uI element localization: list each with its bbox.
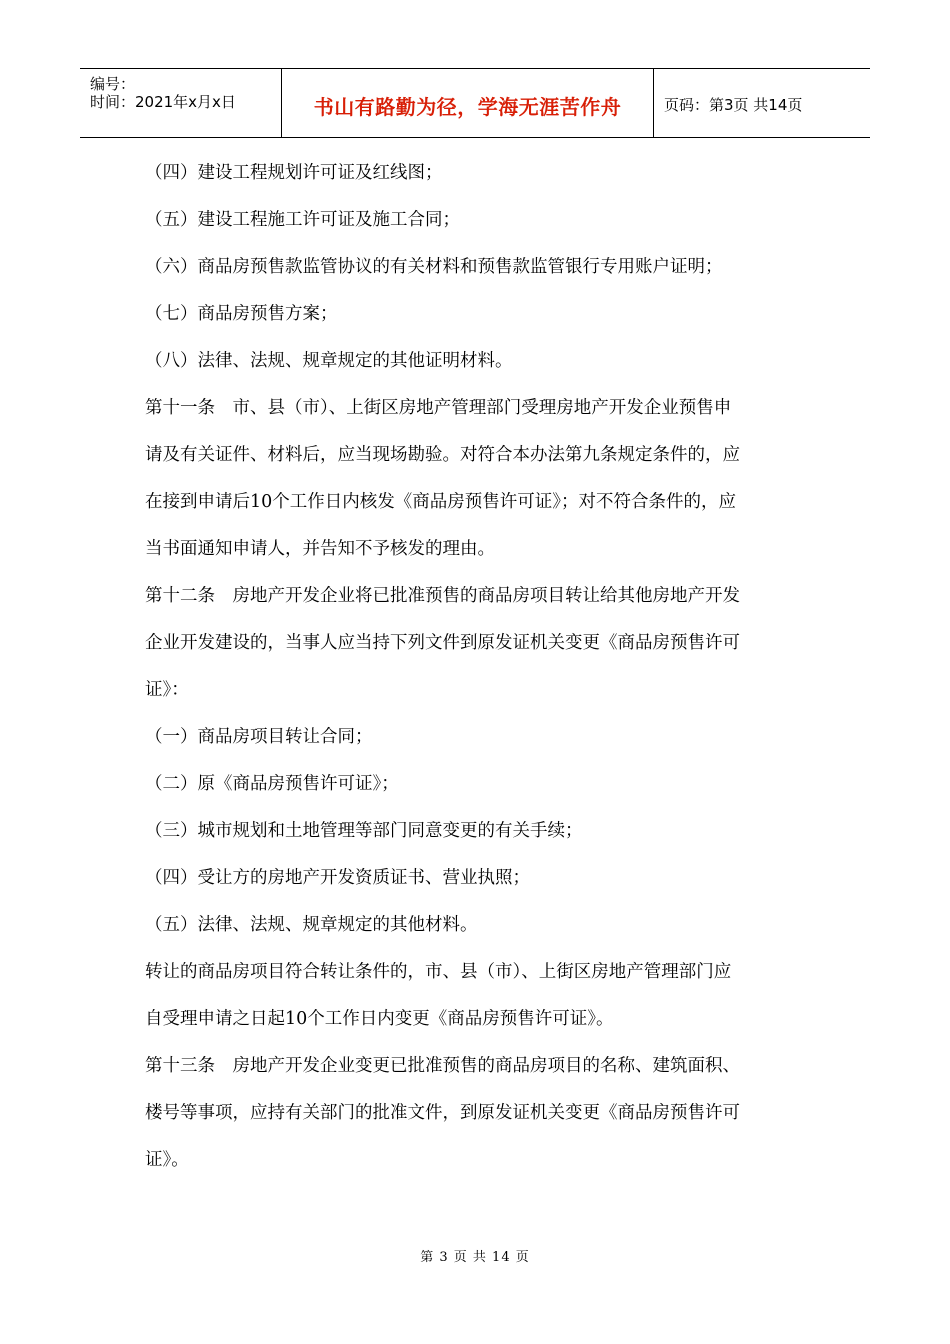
document-body — [145, 150, 810, 1184]
text-line: 楼号等事项，应持有关部门的批准文件，到原发证机关变更《商品房预售许可 — [145, 1103, 740, 1123]
text-line: （四）建设工程规划许可证及红线图； — [145, 163, 443, 183]
text-line: 第十三条 房地产开发企业变更已批准预售的商品房项目的名称、建筑面积、 — [145, 1056, 740, 1076]
text-line: 企业开发建设的，当事人应当持下列文件到原发证机关变更《商品房预售许可 — [145, 633, 740, 653]
text-line: 转让的商品房项目符合转让条件的，市、县（市）、上街区房地产管理部门应 — [145, 962, 732, 982]
text-line: （四）受让方的房地产开发资质证书、营业执照； — [145, 868, 530, 888]
text-line: （五）法律、法规、规章规定的其他材料。 — [145, 915, 478, 935]
page-header — [80, 68, 870, 138]
text-line: （一）商品房项目转让合同； — [145, 727, 373, 747]
header-meta — [80, 69, 280, 137]
text-line: 当书面通知申请人，并告知不予核发的理由。 — [145, 539, 495, 559]
page-info: 页码：第3页 共14页 — [664, 96, 803, 114]
motto: 书山有路勤为径，学海无涯苦作舟 — [313, 95, 622, 119]
header-motto-cell — [281, 69, 654, 137]
text-line: 证》。 — [145, 1150, 189, 1170]
header-page-cell — [654, 69, 870, 137]
text-line: （八）法律、法规、规章规定的其他证明材料。 — [145, 351, 513, 371]
text-line: （七）商品房预售方案； — [145, 304, 338, 324]
text-line: 在接到申请后10个工作日内核发《商品房预售许可证》；对不符合条件的，应 — [145, 492, 737, 512]
text-line: 第十一条 市、县（市）、上街区房地产管理部门受理房地产开发企业预售申 — [145, 398, 732, 418]
text-line: （三）城市规划和土地管理等部门同意变更的有关手续； — [145, 821, 583, 841]
text-line: （六）商品房预售款监管协议的有关材料和预售款监管银行专用账户证明； — [145, 257, 723, 277]
time-label: 时间：2021年x月x日 — [90, 93, 236, 111]
number-label: 编号： — [90, 75, 136, 93]
text-line: 证》： — [145, 680, 189, 700]
text-line: （二）原《商品房预售许可证》； — [145, 774, 399, 794]
text-line: 第十二条 房地产开发企业将已批准预售的商品房项目转让给其他房地产开发 — [145, 586, 740, 606]
text-line: 自受理申请之日起10个工作日内变更《商品房预售许可证》。 — [145, 1009, 614, 1029]
page-footer: 第 3 页 共 14 页 — [420, 1250, 530, 1265]
text-line: 请及有关证件、材料后，应当现场勘验。对符合本办法第九条规定条件的，应 — [145, 445, 740, 465]
text-line: （五）建设工程施工许可证及施工合同； — [145, 210, 460, 230]
